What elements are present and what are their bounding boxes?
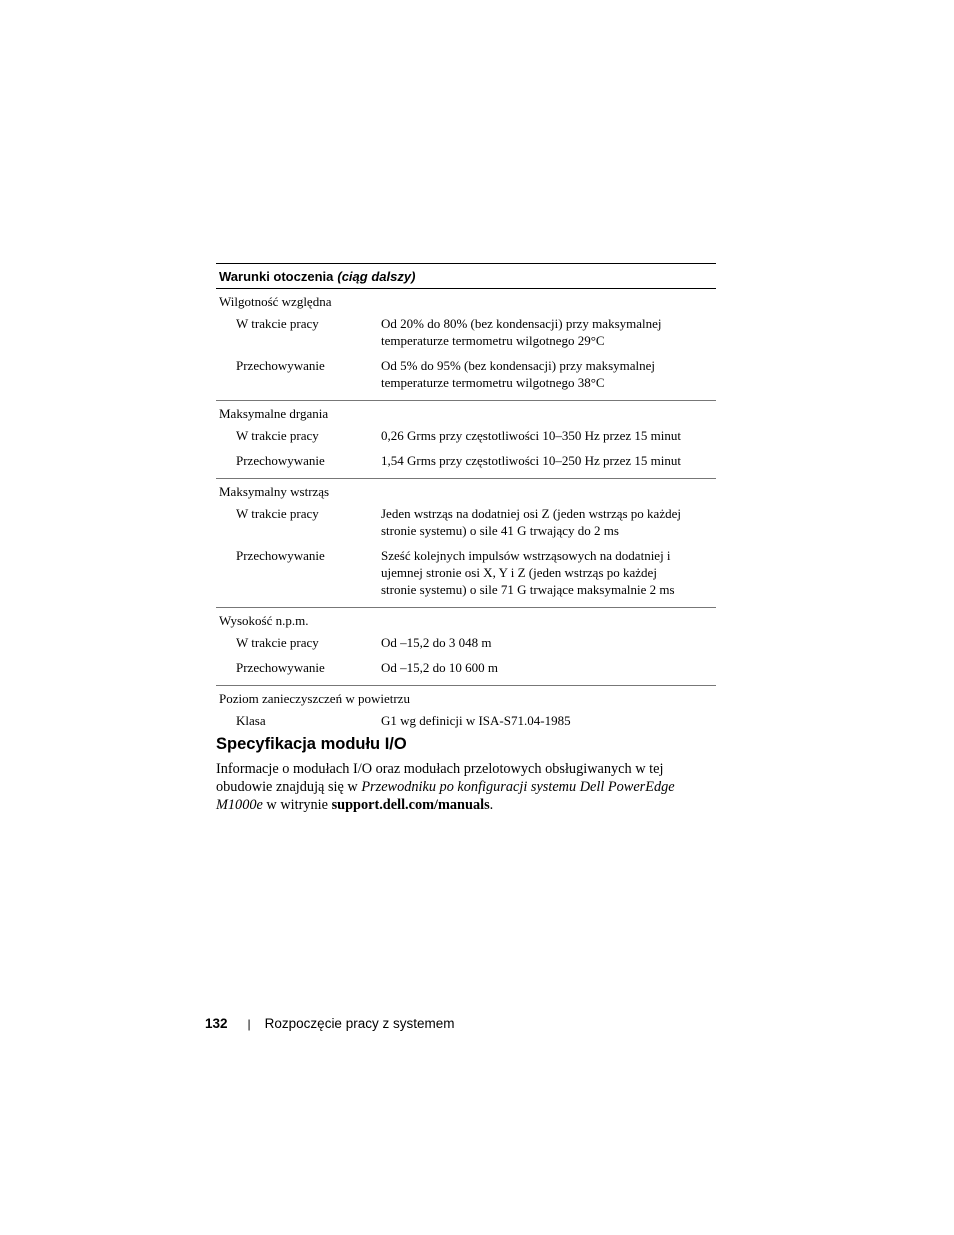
- guide-title-part-1: Przewodniku po konfiguracji systemu Dell PowerEdge: [361, 779, 675, 795]
- table-group: [216, 401, 716, 479]
- table-group: [216, 686, 716, 738]
- table-row: [216, 710, 716, 735]
- row-value: [381, 547, 716, 598]
- value-line: temperaturze termometru wilgotnego 29°C: [381, 333, 605, 348]
- row-value: [381, 505, 716, 539]
- value-line: temperaturze termometru wilgotnego 38°C: [381, 375, 605, 390]
- row-value: [381, 712, 716, 729]
- paragraph-line-3: [216, 796, 686, 814]
- support-url: support.dell.com/manuals: [331, 797, 490, 813]
- group-title: Maksymalne drgania: [219, 406, 329, 421]
- value-line: stronie systemu) o sile 41 G trwający do 2 ms: [381, 523, 619, 538]
- table-title: Warunki otoczenia: [219, 268, 334, 284]
- table-row: [216, 425, 716, 450]
- table-row: [216, 632, 716, 657]
- table-group: [216, 479, 716, 608]
- paragraph-line-1: Informacje o modułach I/O oraz modułach przelotowych obsługiwanych w tej: [216, 761, 664, 777]
- row-value: [381, 452, 716, 469]
- table-row: [216, 313, 716, 355]
- paragraph-line-2: [216, 778, 686, 796]
- table-header: [216, 263, 716, 289]
- table-row: [216, 450, 716, 475]
- text-span: obudowie znajdują się w: [216, 779, 362, 795]
- table-group: [216, 289, 716, 401]
- group-title: Maksymalny wstrząs: [219, 484, 330, 499]
- row-label: W trakcie pracy: [236, 316, 319, 331]
- value-line: Od –15,2 do 3 048 m: [381, 635, 492, 650]
- group-title: Wilgotność względna: [219, 294, 332, 309]
- table-row: [216, 355, 716, 397]
- row-value: [381, 659, 716, 676]
- row-label: Przechowywanie: [236, 453, 325, 468]
- guide-title-part-2: M1000e: [216, 797, 263, 813]
- row-value: [381, 315, 716, 349]
- row-label: W trakcie pracy: [236, 506, 319, 521]
- group-title: Wysokość n.p.m.: [219, 613, 309, 628]
- section-title: Specyfikacja modułu I/O: [216, 735, 407, 753]
- table-continued: (ciąg dalszy): [337, 268, 416, 284]
- row-label: Przechowywanie: [236, 358, 325, 373]
- value-line: 1,54 Grms przy częstotliwości 10–250 Hz przez 15 minut: [381, 453, 682, 468]
- row-label: W trakcie pracy: [236, 635, 319, 650]
- row-value: [381, 357, 716, 391]
- row-label: W trakcie pracy: [236, 428, 319, 443]
- table-row: [216, 545, 716, 604]
- page-number: 132: [205, 1016, 228, 1031]
- value-line: stronie systemu) o sile 71 G trwające maksymalnie 2 ms: [381, 582, 675, 597]
- page-footer: [205, 1016, 454, 1031]
- row-label: Przechowywanie: [236, 548, 325, 563]
- section-paragraph: [216, 760, 686, 814]
- row-value: [381, 427, 716, 444]
- table-group: [216, 608, 716, 686]
- value-line: Od 20% do 80% (bez kondensacji) przy maksymalnej: [381, 316, 662, 331]
- table-row: [216, 657, 716, 682]
- table-body: [216, 289, 716, 738]
- footer-separator: |: [247, 1016, 251, 1031]
- value-line: Od 5% do 95% (bez kondensacji) przy maksymalnej: [381, 358, 656, 373]
- chapter-title: Rozpoczęcie pracy z systemem: [264, 1016, 455, 1031]
- value-line: ujemnej stronie osi X, Y i Z (jeden wstrząs po każdej: [381, 565, 657, 580]
- row-label: Przechowywanie: [236, 660, 325, 675]
- value-line: Od –15,2 do 10 600 m: [381, 660, 498, 675]
- text-span: w witrynie: [262, 797, 332, 813]
- row-label: Klasa: [236, 713, 266, 728]
- text-span: .: [489, 797, 494, 813]
- table-row: [216, 503, 716, 545]
- row-value: [381, 634, 716, 651]
- value-line: G1 wg definicji w ISA-S71.04-1985: [381, 713, 571, 728]
- environment-table: [216, 263, 716, 738]
- value-line: Sześć kolejnych impulsów wstrząsowych na dodatniej i: [381, 548, 671, 563]
- group-title: Poziom zanieczyszczeń w powietrzu: [219, 691, 410, 706]
- value-line: 0,26 Grms przy częstotliwości 10–350 Hz przez 15 minut: [381, 428, 682, 443]
- value-line: Jeden wstrząs na dodatniej osi Z (jeden wstrząs po każdej: [381, 506, 681, 521]
